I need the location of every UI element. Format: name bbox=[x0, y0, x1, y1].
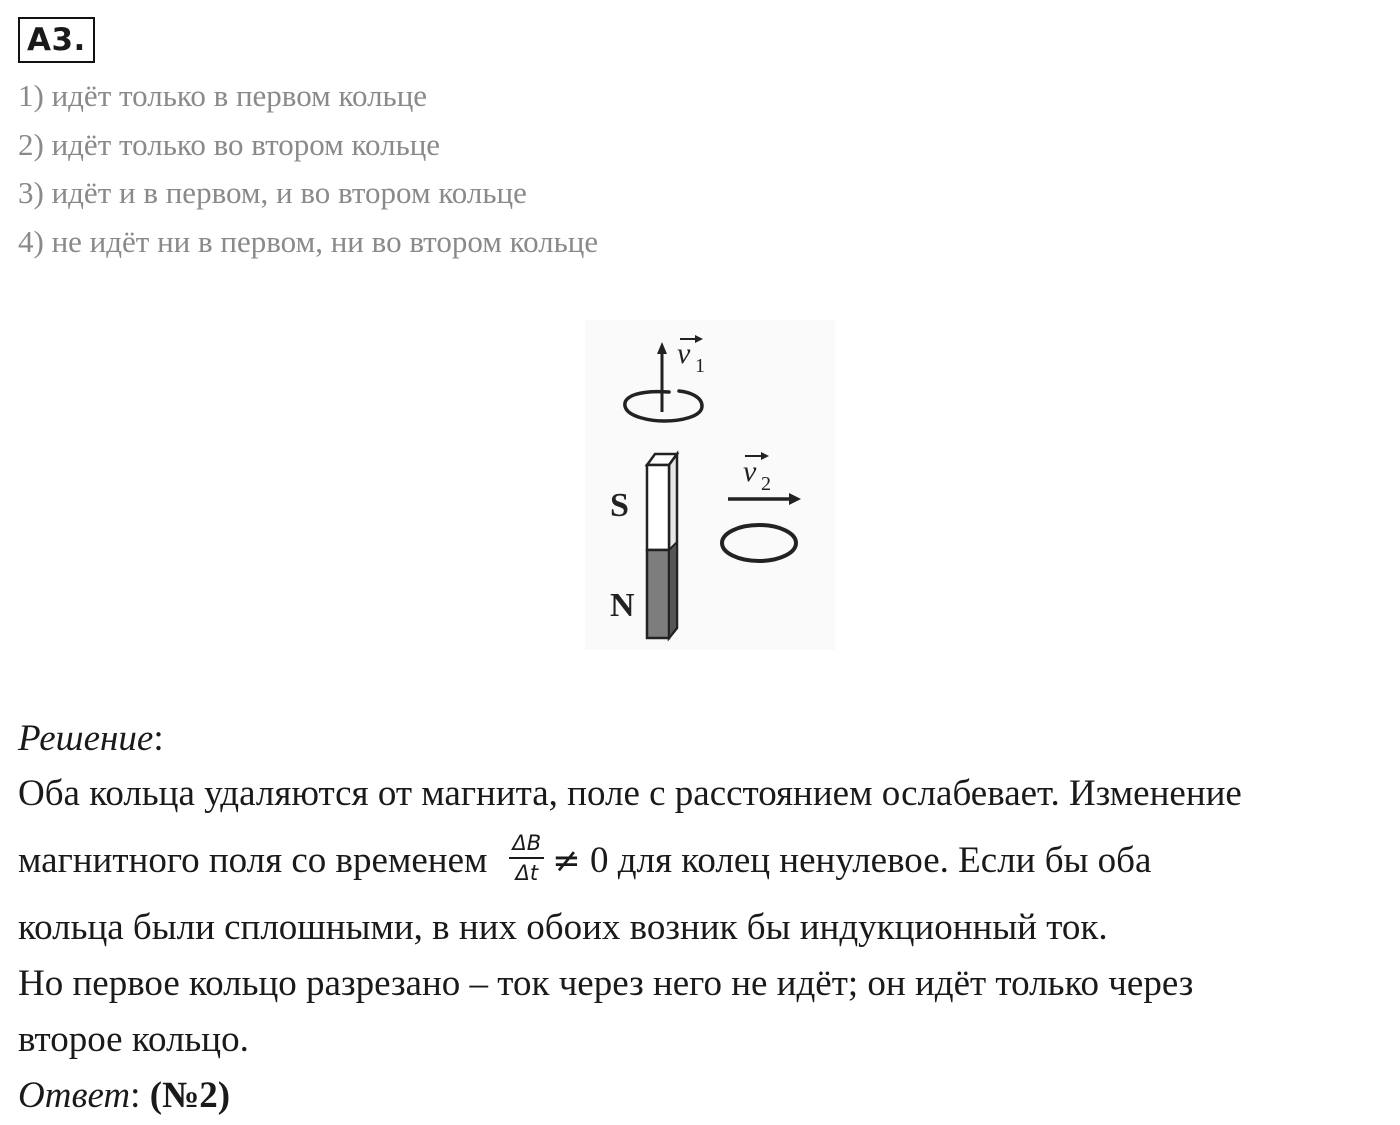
solution-line-3: кольца были сплошными, в них обоих возник бы индукционный ток. bbox=[18, 907, 1108, 948]
svg-text:2: 2 bbox=[761, 473, 771, 495]
answer-label: Ответ bbox=[18, 1075, 131, 1116]
pole-s-label: S bbox=[610, 487, 629, 524]
option-4: 4) не идёт ни в первом, ни во втором кольце bbox=[18, 223, 599, 259]
svg-text:v: v bbox=[743, 455, 757, 488]
solution-line-1: Оба кольца удаляются от магнита, поле с расстоянием ослабевает. Изменение bbox=[18, 773, 1242, 814]
delta-b-over-delta-t-fraction: $\frac{\Delta B}{\Delta t}$ bbox=[509, 831, 544, 885]
bar-magnet bbox=[647, 454, 677, 638]
solution-heading: Решение: bbox=[18, 718, 164, 759]
magnet-rings-figure bbox=[585, 320, 835, 650]
pole-n-label: N bbox=[610, 587, 635, 624]
solution-block bbox=[18, 712, 1388, 1124]
svg-text:v: v bbox=[677, 337, 691, 370]
answer-line: Ответ: (№2) bbox=[18, 1075, 231, 1116]
answer-options-list bbox=[18, 72, 598, 266]
option-3: 3) идёт и в первом, и во втором кольце bbox=[18, 175, 527, 210]
solution-line-2: магнитного поля со временем $\frac{\Delta B}{\Delta t}$ ≠ 0 для колец ненулевое. Если бы оба bbox=[18, 830, 1152, 885]
answer-value: (№2) bbox=[149, 1075, 231, 1116]
task-number-label: А3. bbox=[18, 17, 95, 63]
not-equal-sign: ≠ bbox=[552, 841, 581, 881]
solution-line-4: Но первое кольцо разрезано – ток через него не идёт; он идёт только через bbox=[18, 963, 1194, 1004]
option-2: 2) идёт только во втором кольце bbox=[18, 126, 441, 162]
solution-line-5: второе кольцо. bbox=[18, 1019, 249, 1060]
svg-text:1: 1 bbox=[695, 355, 705, 377]
option-1: 1) идёт только в первом кольце bbox=[18, 78, 428, 113]
